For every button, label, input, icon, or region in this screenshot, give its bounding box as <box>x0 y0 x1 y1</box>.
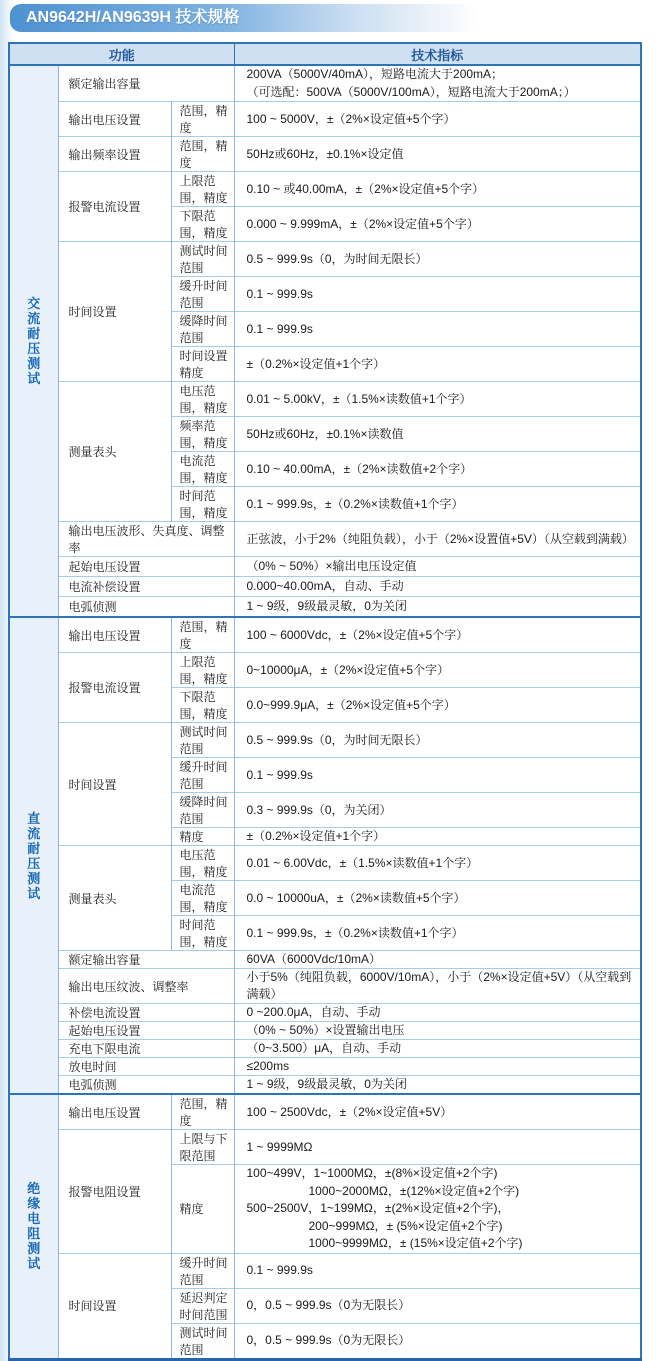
spec-value: 100 ~ 6000Vdc，±（2%×设定值+5个字） <box>234 617 641 653</box>
row-sublabel: 测试时间范围 <box>171 242 234 277</box>
table-row <box>9 1076 641 1095</box>
spec-value-line: 1000~9999MΩ，± (15%×设定值+2个字) <box>308 1236 523 1250</box>
row-label: 测量表头 <box>58 382 171 522</box>
table-row <box>9 1253 641 1288</box>
table-row <box>9 1094 641 1130</box>
spec-value: （0% ~ 50%）×设置输出电压 <box>234 1022 641 1040</box>
spec-value: 0.01 ~ 6.00Vdc，±（1.5%×读数值+1个字） <box>234 846 641 881</box>
row-sublabel: 缓降时间范围 <box>171 312 234 347</box>
spec-value: 0.1 ~ 999.9s <box>234 758 641 793</box>
row-sublabel: 精度 <box>171 1165 234 1254</box>
row-label: 起始电压设置 <box>58 557 234 577</box>
spec-value: 0.000~40.00mA，自动、手动 <box>234 577 641 597</box>
spec-value: 0.1 ~ 999.9s <box>234 312 641 347</box>
spec-value: 0，0.5 ~ 999.9s（0为无限长） <box>234 1288 641 1323</box>
spec-value: 50Hz或60Hz，±0.1%×设定值 <box>234 137 641 172</box>
spec-table <box>8 42 642 1361</box>
row-sublabel: 时间范围，精度 <box>171 487 234 522</box>
row-label: 时间设置 <box>58 1253 171 1359</box>
row-label: 电弧侦测 <box>58 597 234 618</box>
row-label: 报警电流设置 <box>58 653 171 723</box>
page-title-banner <box>10 4 480 32</box>
table-row <box>9 382 641 417</box>
spec-value: （0~3.500）μA，自动、手动 <box>234 1040 641 1058</box>
spec-value: 0.5 ~ 999.9s（0，为时间无限长） <box>234 723 641 758</box>
row-label: 输出频率设置 <box>58 137 171 172</box>
row-label: 输出电压波形、失真度、调整率 <box>58 522 234 557</box>
table-row <box>9 1130 641 1165</box>
section-label: 绝缘电阻测试 <box>27 1181 41 1272</box>
table-row <box>9 1058 641 1076</box>
spec-value-line: 1000~2000MΩ，±(12%×设定值+2个字) <box>308 1183 520 1198</box>
table-row <box>9 597 641 618</box>
row-sublabel: 范围，精度 <box>171 1094 234 1130</box>
row-sublabel: 上限与下限范围 <box>171 1130 234 1165</box>
section-label: 直流耐压测试 <box>27 810 41 901</box>
row-sublabel: 上限范围，精度 <box>171 653 234 688</box>
table-row <box>9 242 641 277</box>
table-row <box>9 65 641 102</box>
row-sublabel: 电流范围，精度 <box>171 881 234 916</box>
row-sublabel: 范围，精度 <box>171 102 234 137</box>
row-sublabel: 电压范围，精度 <box>171 846 234 881</box>
row-sublabel: 缓升时间范围 <box>171 758 234 793</box>
table-row <box>9 557 641 577</box>
table-row <box>9 969 641 1004</box>
row-sublabel: 精度 <box>171 828 234 846</box>
row-label: 输出电压纹波、调整率 <box>58 969 234 1004</box>
table-row <box>9 522 641 557</box>
row-sublabel: 下限范围，精度 <box>171 688 234 723</box>
row-sublabel: 范围，精度 <box>171 617 234 653</box>
table-row <box>9 1040 641 1058</box>
spec-value: 1 ~ 9999MΩ <box>234 1130 641 1165</box>
spec-value: 正弦波，小于2%（纯阻负载），小于（2%×设置值+5V）（从空载到满载） <box>234 522 641 557</box>
spec-value: 0.10 ~ 40.00mA，±（2%×读数值+2个字） <box>234 452 641 487</box>
row-sublabel: 测试时间范围 <box>171 723 234 758</box>
spec-value: ±（0.2%×设定值+1个字） <box>234 828 641 846</box>
row-label: 输出电压设置 <box>58 102 171 137</box>
table-row <box>9 137 641 172</box>
section-label: 交流耐压测试 <box>27 296 41 386</box>
row-sublabel: 缓升时间范围 <box>171 277 234 312</box>
spec-value: 0.1 ~ 999.9s，±（0.2%×读数值+1个字） <box>234 487 641 522</box>
spec-value: 1 ~ 9级，9级最灵敏，0为关闭 <box>234 1076 641 1095</box>
spec-value: 0，0.5 ~ 999.9s（0为无限长） <box>234 1323 641 1359</box>
row-sublabel: 延迟判定时间范围 <box>171 1288 234 1323</box>
row-label: 时间设置 <box>58 242 171 382</box>
table-row <box>9 102 641 137</box>
table-row <box>9 577 641 597</box>
table-row <box>9 172 641 207</box>
spec-value-line: 200VA（5000V/40mA），短路电流大于200mA； <box>246 67 504 81</box>
spec-value: 小于5%（纯阻负载，6000V/10mA），小于（2%×设定值+5V）（从空载到满载） <box>234 969 641 1004</box>
row-sublabel: 时间范围，精度 <box>171 916 234 951</box>
row-label: 时间设置 <box>58 723 171 846</box>
spec-value: 50Hz或60Hz，±0.1%×读数值 <box>234 417 641 452</box>
spec-value-line: （可选配：500VA（5000V/100mA），短路电流大于200mA；） <box>246 84 576 99</box>
row-label: 测量表头 <box>58 846 171 951</box>
spec-value: 1 ~ 9级，9级最灵敏，0为关闭 <box>234 597 641 618</box>
table-header-row <box>9 43 641 65</box>
spec-value: 0 ~200.0μA，自动、手动 <box>234 1004 641 1022</box>
spec-value <box>234 65 641 102</box>
spec-value: ±（0.2%×设定值+1个字） <box>234 347 641 382</box>
row-sublabel: 测试时间范围 <box>171 1323 234 1359</box>
spec-value: 0.000 ~ 9.999mA，±（2%×设定值+5个字） <box>234 207 641 242</box>
spec-value-line: 500~2500V，1~199MΩ，±(2%×设定值+2个字)， <box>246 1201 510 1215</box>
row-label: 额定输出容量 <box>58 65 234 102</box>
row-label: 补偿电流设置 <box>58 1004 234 1022</box>
spec-value-line: 100~499V，1~1000MΩ，±(8%×设定值+2个字) <box>246 1166 498 1180</box>
spec-value <box>234 1165 641 1254</box>
spec-value: 0.10 ~ 或40.00mA，±（2%×设定值+5个字） <box>234 172 641 207</box>
header-spec: 技术指标 <box>234 43 641 65</box>
row-sublabel: 上限范围，精度 <box>171 172 234 207</box>
spec-value: 100 ~ 5000V，±（2%×设定值+5个字） <box>234 102 641 137</box>
table-row <box>9 1004 641 1022</box>
table-row <box>9 951 641 969</box>
table-row <box>9 653 641 688</box>
row-sublabel: 范围，精度 <box>171 137 234 172</box>
spec-value: 0~10000μA，±（2%×设定值+5个字） <box>234 653 641 688</box>
row-label: 额定输出容量 <box>58 951 234 969</box>
section-label-cell <box>9 1094 58 1359</box>
spec-value: （0% ~ 50%）×输出电压设定值 <box>234 557 641 577</box>
table-row <box>9 1022 641 1040</box>
row-label: 输出电压设置 <box>58 617 171 653</box>
row-sublabel: 频率范围，精度 <box>171 417 234 452</box>
row-label: 电流补偿设置 <box>58 577 234 597</box>
section-label-cell <box>9 65 58 617</box>
row-sublabel: 缓升时间范围 <box>171 1253 234 1288</box>
spec-value: 0.1 ~ 999.9s <box>234 277 641 312</box>
table-row <box>9 846 641 881</box>
row-label: 起始电压设置 <box>58 1022 234 1040</box>
spec-value: 100 ~ 2500Vdc，±（2%×设定值+5V） <box>234 1094 641 1130</box>
spec-value: 0.01 ~ 5.00kV，±（1.5%×读数值+1个字） <box>234 382 641 417</box>
row-sublabel: 下限范围，精度 <box>171 207 234 242</box>
spec-value: 0.3 ~ 999.9s（0，为关闭） <box>234 793 641 828</box>
section-label-cell <box>9 617 58 1094</box>
spec-value: 0.1 ~ 999.9s，±（0.2%×读数值+1个字） <box>234 916 641 951</box>
row-label: 输出电压设置 <box>58 1094 171 1130</box>
row-label: 充电下限电流 <box>58 1040 234 1058</box>
row-sublabel: 电流范围，精度 <box>171 452 234 487</box>
table-row <box>9 723 641 758</box>
row-label: 电弧侦测 <box>58 1076 234 1095</box>
table-row <box>9 617 641 653</box>
row-label: 报警电阻设置 <box>58 1130 171 1254</box>
spec-value: ≤200ms <box>234 1058 641 1076</box>
page-title: AN9642H/AN9639H 技术规格 <box>26 9 240 26</box>
spec-value: 0.1 ~ 999.9s <box>234 1253 641 1288</box>
row-label: 放电时间 <box>58 1058 234 1076</box>
row-sublabel: 电压范围，精度 <box>171 382 234 417</box>
row-sublabel: 缓降时间范围 <box>171 793 234 828</box>
spec-value: 0.0 ~ 10000uA，±（2%×读数值+5个字） <box>234 881 641 916</box>
header-function: 功能 <box>9 43 234 65</box>
spec-value-line: 200~999MΩ，± (5%×设定值+2个字) <box>308 1218 503 1233</box>
spec-value: 60VA（6000Vdc/10mA） <box>234 951 641 969</box>
row-sublabel: 时间设置精度 <box>171 347 234 382</box>
row-label: 报警电流设置 <box>58 172 171 242</box>
spec-value: 0.0~999.9μA，±（2%×设定值+5个字） <box>234 688 641 723</box>
spec-value: 0.5 ~ 999.9s（0，为时间无限长） <box>234 242 641 277</box>
